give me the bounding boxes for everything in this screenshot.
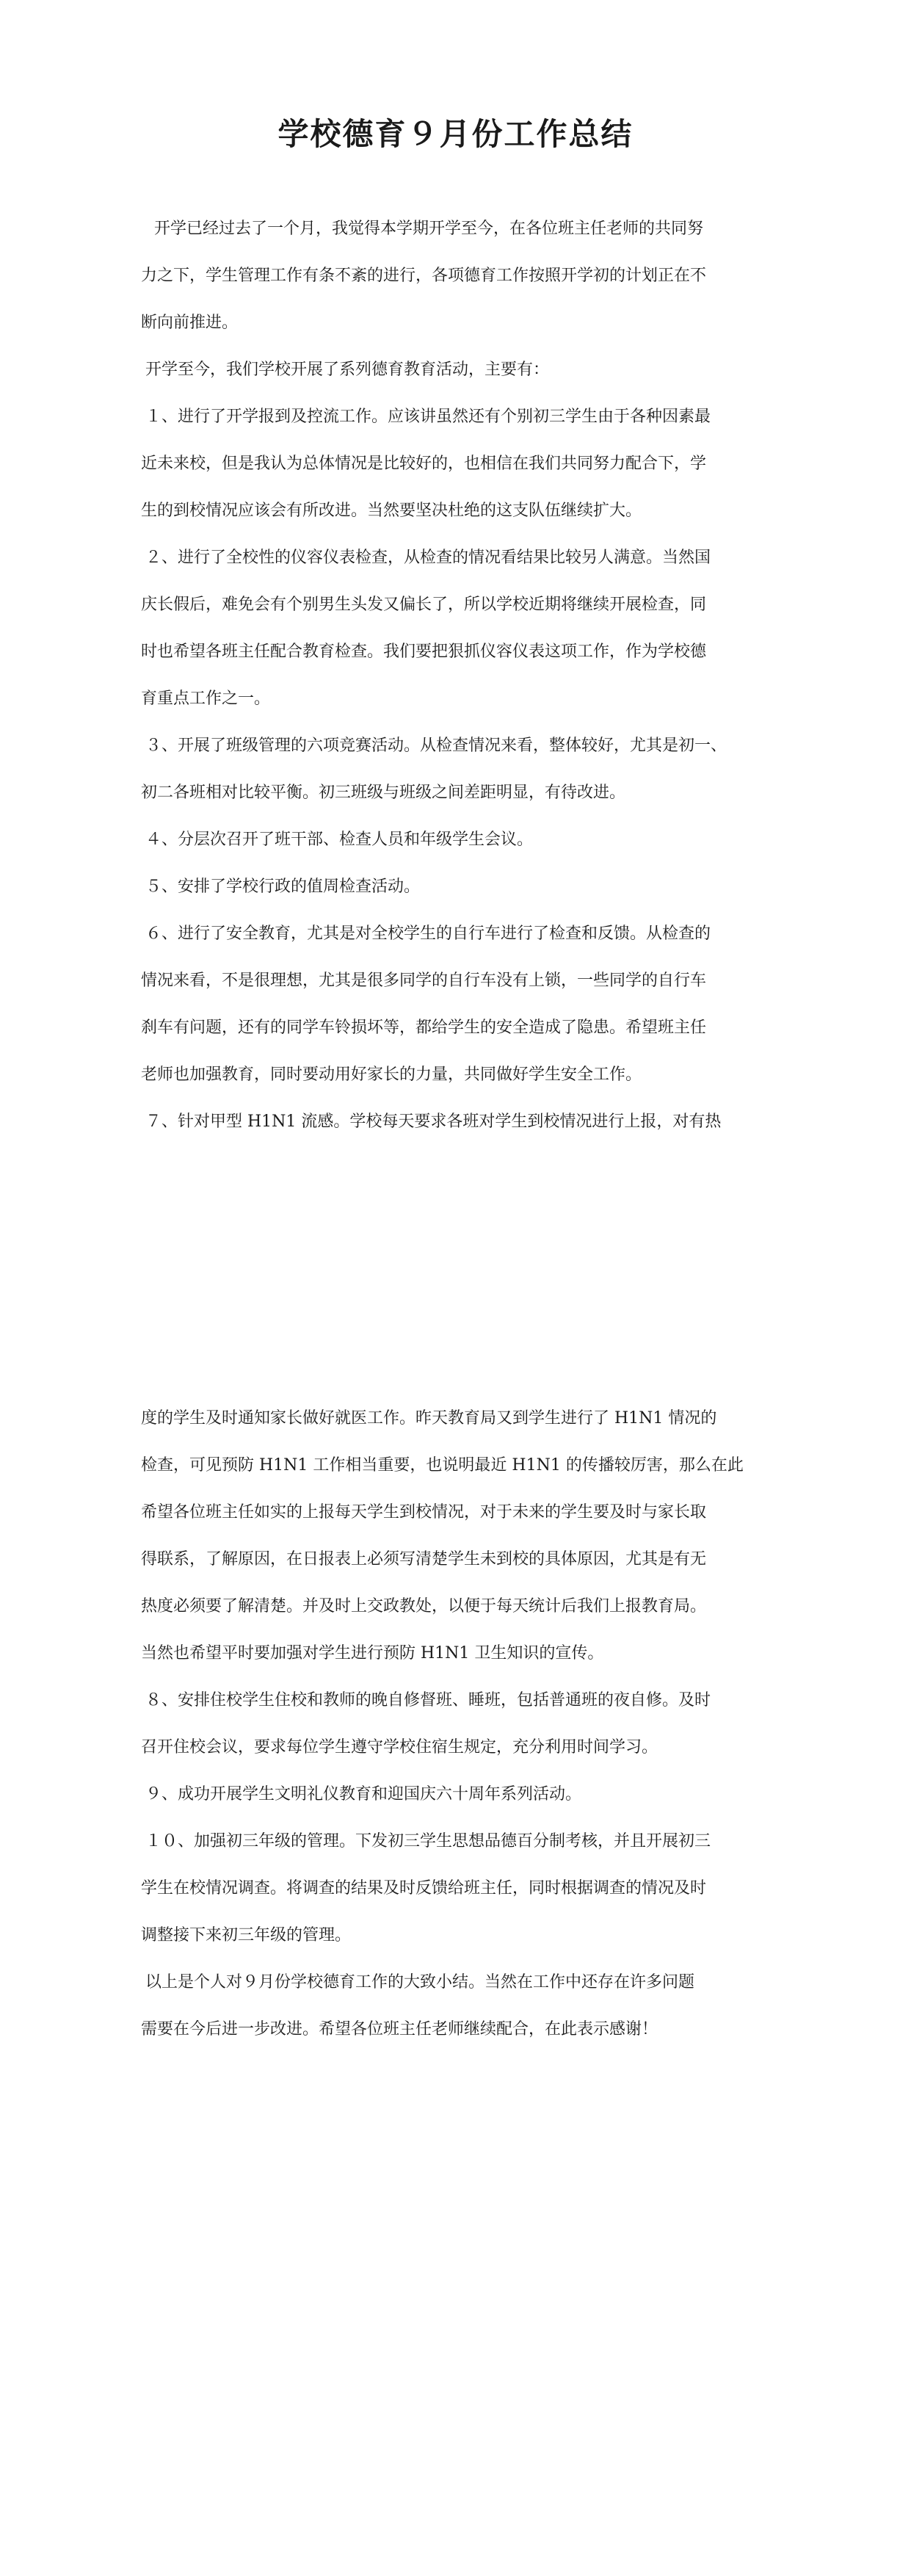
text-line: 以上是个人对９月份学校德育工作的大致小结。当然在工作中还存在许多问题 <box>145 1973 695 1991</box>
text-line: 断向前推进。 <box>141 314 239 332</box>
text-line: ７、针对甲型 H1N1 流感。学校每天要求各班对学生到校情况进行上报，对有热 <box>145 1112 722 1131</box>
text-line: 庆长假后，难免会有个别男生头发又偏长了，所以学校近期将继续开展检查，同 <box>141 596 707 614</box>
text-line: 热度必须要了解清楚。并及时上交政教处，以便于每天统计后我们上报教育局。 <box>141 1597 707 1616</box>
text-line: 度的学生及时通知家长做好就医工作。昨天教育局又到学生进行了 H1N1 情况的 <box>141 1409 717 1428</box>
text-line: ８、安排住校学生住校和教师的晚自修督班、睡班，包括普通班的夜自修。及时 <box>145 1691 711 1710</box>
text-line: 需要在今后进一步改进。希望各位班主任老师继续配合，在此表示感谢！ <box>141 2020 658 2038</box>
text-line: 调整接下来初三年级的管理。 <box>141 1926 352 1944</box>
text-line: 初二各班相对比较平衡。初三班级与班级之间差距明显，有待改进。 <box>141 784 626 802</box>
document-title: 学校德育９月份工作总结 <box>277 116 634 152</box>
text-line: 开学已经过去了一个月，我觉得本学期开学至今，在各位班主任老师的共同努 <box>154 220 704 238</box>
text-line: ２、进行了全校性的仪容仪表检查，从检查的情况看结果比较另人满意。当然国 <box>145 549 711 567</box>
text-line: １、进行了开学报到及控流工作。应该讲虽然还有个别初三学生由于各种因素最 <box>145 408 711 426</box>
text-line: ３、开展了班级管理的六项竞赛活动。从检查情况来看，整体较好，尤其是初一、 <box>145 737 727 755</box>
text-line: ９、成功开展学生文明礼仪教育和迎国庆六十周年系列活动。 <box>145 1785 582 1803</box>
text-line: 得联系，了解原因，在日报表上必须写清楚学生未到校的具体原因，尤其是有无 <box>141 1550 707 1569</box>
text-line: ６、进行了安全教育，尤其是对全校学生的自行车进行了检查和反馈。从检查的 <box>145 925 711 943</box>
text-line: 近未来校，但是我认为总体情况是比较好的，也相信在我们共同努力配合下，学 <box>141 455 707 473</box>
text-line: 检查，可见预防 H1N1 工作相当重要，也说明最近 H1N1 的传播较厉害，那么在此 <box>141 1456 744 1475</box>
text-line: 生的到校情况应该会有所改进。当然要坚决杜绝的这支队伍继续扩大。 <box>141 502 642 520</box>
text-line: 希望各位班主任如实的上报每天学生到校情况，对于未来的学生要及时与家长取 <box>141 1503 707 1522</box>
body-text-block-1 <box>141 206 787 1146</box>
text-line: 时也希望各班主任配合教育检查。我们要把狠抓仪容仪表这项工作，作为学校德 <box>141 643 707 661</box>
text-line: 召开住校会议，要求每位学生遵守学校住宿生规定，充分利用时间学习。 <box>141 1738 658 1756</box>
text-line: 情况来看，不是很理想，尤其是很多同学的自行车没有上锁，一些同学的自行车 <box>141 972 707 990</box>
text-line: 开学至今，我们学校开展了系列德育教育活动，主要有： <box>145 361 550 379</box>
text-line: ４、分层次召开了班干部、检查人员和年级学生会议。 <box>145 831 534 849</box>
text-line: 学生在校情况调查。将调查的结果及时反馈给班主任，同时根据调查的情况及时 <box>141 1879 707 1897</box>
text-line: 育重点工作之一。 <box>141 690 271 708</box>
text-line: １０、加强初三年级的管理。下发初三学生思想品德百分制考核，并且开展初三 <box>145 1832 711 1850</box>
text-line: 力之下，学生管理工作有条不紊的进行，各项德育工作按照开学初的计划正在不 <box>141 267 707 285</box>
text-line: 老师也加强教育，同时要动用好家长的力量，共同做好学生安全工作。 <box>141 1066 642 1084</box>
text-line: 当然也希望平时要加强对学生进行预防 H1N1 卫生知识的宣传。 <box>141 1644 604 1663</box>
text-line: ５、安排了学校行政的值周检查活动。 <box>145 878 421 896</box>
text-line: 刹车有问题，还有的同学车铃损坏等，都给学生的安全造成了隐患。希望班主任 <box>141 1019 707 1037</box>
body-text-block-2 <box>141 1395 787 2053</box>
